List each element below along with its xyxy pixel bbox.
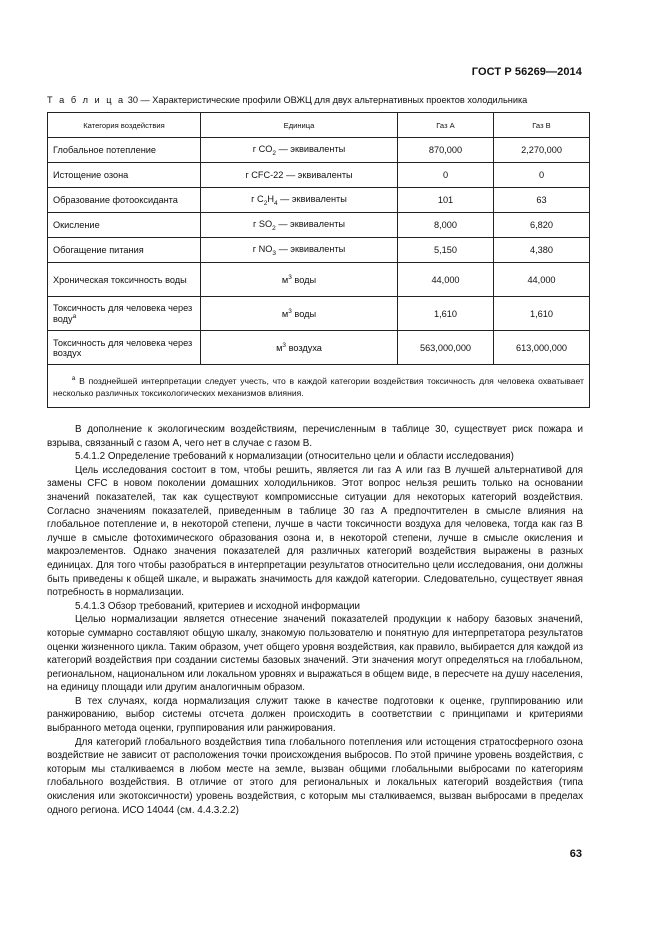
gas-b-cell: 0 xyxy=(494,163,590,188)
category-cell: Обогащение питания xyxy=(48,238,201,263)
table-row xyxy=(48,213,590,238)
gas-a-cell: 5,150 xyxy=(398,238,494,263)
column-header: Газ В xyxy=(494,113,590,138)
table-row xyxy=(48,163,590,188)
unit-cell: г $NO_3$ — эквиваленты xyxy=(201,238,398,263)
category-cell: Токсичность для человека через воду$^a$ xyxy=(48,297,201,331)
table-row xyxy=(48,138,590,163)
column-header: Единица xyxy=(201,113,398,138)
gas-a-cell: 870,000 xyxy=(398,138,494,163)
gas-a-cell: 44,000 xyxy=(398,263,494,297)
gas-b-cell: 44,000 xyxy=(494,263,590,297)
category-cell: Хроническая токсичность воды xyxy=(48,263,201,297)
gas-a-cell: 1,610 xyxy=(398,297,494,331)
category-cell: Окисление xyxy=(48,213,201,238)
table-caption xyxy=(47,95,587,105)
gas-a-cell: 563,000,000 xyxy=(398,331,494,365)
gas-b-cell: 6,820 xyxy=(494,213,590,238)
paragraph: Для категорий глобального воздействия типа глобального потепления или истощения стратосферного озона воздействие не зависит от расположения точки происхождения выбросов. По этой причине уровень воздействия, с которым мы сталкиваемся в любом месте на земле, вызван общими глобальными выбросами по категориям глобального воздействия. В отличие от этого для региональных и локальных категорий воздействия (типа окисления или экотоксичности) уровень воздействия, с которым мы сталкиваемся, вызван выбросами в пределах одного региона. ИСО 14044 (см. 4.4.3.2.2) xyxy=(47,736,583,816)
unit-cell: г $CO_2$ — эквиваленты xyxy=(201,138,398,163)
table-header-row xyxy=(48,113,590,138)
gas-b-cell: 63 xyxy=(494,188,590,213)
gas-b-cell: 1,610 xyxy=(494,297,590,331)
body-text xyxy=(47,423,583,817)
gas-b-cell: 613,000,000 xyxy=(494,331,590,365)
table-footnote-row xyxy=(48,365,590,408)
category-cell: Образование фотооксиданта xyxy=(48,188,201,213)
table-row xyxy=(48,297,590,331)
unit-cell: г CFC-22 — эквиваленты xyxy=(201,163,398,188)
table-footnote: $^a$ В позднейшей интерпретации следует учесть, что в каждой категории воздействия токсичность для человека охватывает несколько различных токсикологических механизмов влияния. xyxy=(48,365,590,408)
section-heading: 5.4.1.3 Обзор требований, критериев и исходной информации xyxy=(75,600,360,612)
column-header: Газ А xyxy=(398,113,494,138)
category-cell: Токсичность для человека через воздух xyxy=(48,331,201,365)
table-row xyxy=(48,238,590,263)
table-caption-text: 30 — Характеристические профили ОВЖЦ для двух альтернативных проектов холодильника xyxy=(127,95,528,105)
paragraph: Цель исследования состоит в том, чтобы решить, является ли газ А или газ В лучшей альтернативой для замены CFC в новом поколении домашних холодильников. Этот вопрос нельзя решить только на основании значений показателей, так как существуют компромиссные ситуации для некоторых категорий воздействия. Согласно значениям показателей, приведенным в таблице 30 газ А предпочтителен в смысле влияния на глобальное потепление и, в некоторой степени, лучше в части токсичности воздуха для человека, тогда как газ В лучше в смысле фотохимического образования озона и, в некоторой степени, лучше в смысле окисления и макроэлементов. Однако значения показателей для различных категорий воздействия выражены в разных единицах. Для того чтобы разобраться в интерпретации результатов относительно цели исследования, они должны быть приведены к общей шкале, и выражать значимость для каждой категории. Следовательно, существует явная потребность в нормализации. xyxy=(47,464,583,599)
category-cell: Истощение озона xyxy=(48,163,201,188)
unit-cell: $м^3$ воды xyxy=(201,297,398,331)
paragraph: В тех случаях, когда нормализация служит также в качестве подготовки к оценке, группированию или ранжированию, выбор системы отсчета должен происходить в соответствии с принципами и критериями выбранного метода оценки, группирования или ранжирования. xyxy=(47,695,583,735)
unit-cell: $м^3$ воды xyxy=(201,263,398,297)
unit-cell: $м^3$ воздуха xyxy=(201,331,398,365)
category-cell: Глобальное потепление xyxy=(48,138,201,163)
gas-a-cell: 8,000 xyxy=(398,213,494,238)
page-number: 63 xyxy=(569,848,582,860)
characterization-table xyxy=(47,112,590,408)
gas-b-cell: 2,270,000 xyxy=(494,138,590,163)
table-row xyxy=(48,188,590,213)
table-caption-label: Т а б л и ц а xyxy=(47,95,126,105)
unit-cell: г $SO_2$ — эквиваленты xyxy=(201,213,398,238)
gas-b-cell: 4,380 xyxy=(494,238,590,263)
unit-cell: г $C_2H_4$ — эквиваленты xyxy=(201,188,398,213)
paragraph: Целью нормализации является отнесение значений показателей продукции к набору базовых значений, которые суммарно составляют общую шкалу, знакомую пользователю и понятную для интерпретатора результатов оценки жизненного цикла. Таким образом, учет общего уровня воздействия, как правило, выбирается для каждой из категорий воздействия при создании системы базовых значений. Эти значения могут определяться на глобальном, региональном, национальном или локальном уровнях и выражаться в общем виде, в пересчете на душу населения, на единицу площади или другим аналогичным образом. xyxy=(47,614,583,694)
section-heading: 5.4.1.2 Определение требований к нормализации (относительно цели и области исследования) xyxy=(75,451,514,463)
standard-designation: ГОСТ Р 56269—2014 xyxy=(471,66,582,78)
gas-a-cell: 101 xyxy=(398,188,494,213)
table-row xyxy=(48,331,590,365)
column-header: Категория воздействия xyxy=(48,113,201,138)
gas-a-cell: 0 xyxy=(398,163,494,188)
paragraph: В дополнение к экологическим воздействиям, перечисленным в таблице 30, существует риск пожара и взрыва, связанный с газом А, чего нет в случае с газом В. xyxy=(47,424,583,449)
table-row xyxy=(48,263,590,297)
